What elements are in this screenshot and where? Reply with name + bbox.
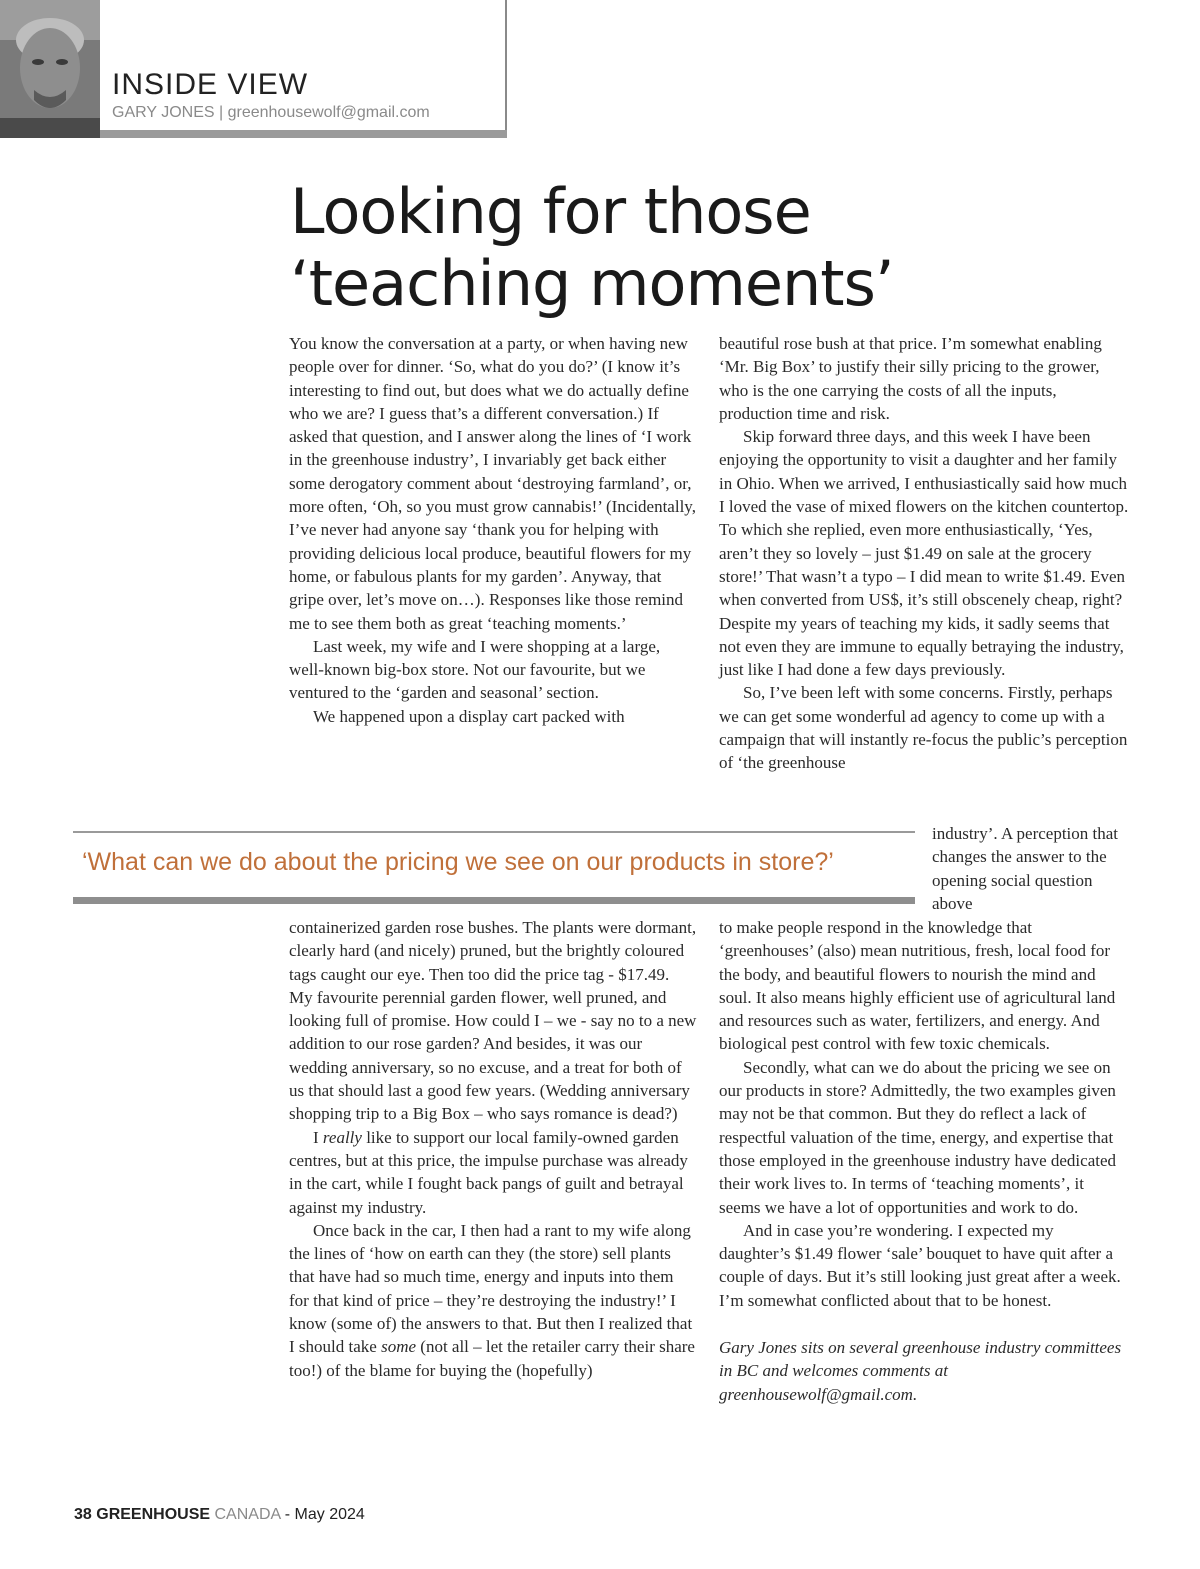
column-2-wrap [932,822,1128,915]
section-title: INSIDE VIEW [112,68,309,101]
paragraph: We happened upon a display cart packed with [313,706,625,726]
article-title [290,176,1150,320]
emphasis: some [381,1337,417,1357]
column-1-lower [289,916,697,1382]
magazine-name: GREENHOUSE [96,1506,211,1523]
paragraph: beautiful rose bush at that price. I’m somewhat enabling ‘Mr. Big Box’ to justify their silly pricing to the grower, who is the one carrying the costs of all the inputs, production time and risk. [719,334,1102,423]
text-run: (not all – let the retailer carry their share too!) of the blame for buying the (hopefully) [289,1337,695,1380]
page-footer [74,1506,365,1524]
pullquote-bottom-rule [73,897,915,904]
paragraph: So, I’ve been left with some concerns. Firstly, perhaps we can get some wonderful ad agency to come up with a campaign that will instantly re-focus the public’s perception of ‘the greenhouse [719,683,1128,773]
author-name: GARY JONES [112,104,215,121]
paragraph: containerized garden rose bushes. The plants were dormant, clearly hard (and nicely) pruned, but the brightly coloured tags caught our eye. Then too did the price tag - $17.49. My favourite perennial garden flower, well pruned, and looking full of promise. How could I – we - say no to a new addition to our rose garden? And besides, it was our wedding anniversary, so no excuse, and a treat for both of us that should last a good few years. (Wedding anniversary shopping trip to a Big Box – who says romance is dead?) [289,918,697,1124]
paragraph: Skip forward three days, and this week I have been enjoying the opportunity to visit a daughter and her family in Ohio. When we arrived, I enthusiastically said how much I loved the vase of mixed flowers on the kitchen countertop. To which she replied, even more enthusiastically, ‘Yes, aren’t they so lovely – just $1.49 on sale at the grocery store!’ That wasn’t a typo – I did mean to write $1.49. Even when converted from US$, it’s still obscenely cheap, right? Despite my years of teaching my kids, it sadly seems that not even they are immune to equally betraying the industry, just like I had done a few days previously. [719,427,1129,680]
paragraph: And in case you’re wondering. I expected my daughter’s $1.49 flower ‘sale’ bouquet to have quit after a couple of days. But it’s still looking just great after a week. I’m somewhat conflicted about that to be honest. [719,1220,1121,1310]
byline-separator: | [214,104,228,121]
title-line-2: ‘teaching moments’ [290,247,894,320]
paragraph: to make people respond in the knowledge that ‘greenhouses’ (also) mean nutritious, fresh, local food for the body, and beautiful flowers to nourish the mind and soul. It also means highly efficient use of agricultural land and resources such as water, fertilizers, and energy. And biological pest control with few toxic chemicals. [719,918,1116,1054]
text-run: I [313,1127,323,1147]
paragraph: industry’. A perception that changes the answer to the opening social question above [932,824,1119,913]
paragraph [289,1126,697,1219]
paragraph: You know the conversation at a party, or when having new people over for dinner. ‘So, what do you do?’ (I know it’s interesting to find out, but does what we do actually define who we are? I guess that’s a different conversation.) If asked that question, and I answer along the lines of ‘I work in the greenhouse industry’, I invariably get back either some derogatory comment about ‘destroying farmland’, or, more often, ‘Oh, so you must grow cannabis!’ (Incidentally, I’ve never had anyone say ‘thank you for helping with providing delicious local produce, beautiful flowers for my home, or fabulous plants for my garden’. Anyway, that gripe over, let’s move on…). Responses like those remind me to see them both as great ‘teaching moments.’ [289,334,696,633]
column-2-lower [719,916,1129,1406]
pullquote: ‘What can we do about the pricing we see on our products in store?’ [82,848,834,876]
paragraph: Secondly, what can we do about the pricing we see on our products in store? Admittedly, the two examples given may not be that common. But they do reflect a lack of respectful valuation of the time, energy, and expertise that those employed in the greenhouse industry have dedicated their work lives to. In terms of ‘teaching moments’, it seems we have a lot of opportunities and work to do. [719,1057,1117,1217]
author-bio: Gary Jones sits on several greenhouse industry committees in BC and welcomes comments at greenhousewolf@gmail.com. [719,1338,1122,1404]
byline [112,104,430,122]
column-1-upper [289,332,697,728]
magazine-country: CANADA [214,1506,281,1523]
issue-date: - May 2024 [284,1506,365,1523]
paragraph: Last week, my wife and I were shopping at a large, well-known big-box store. Not our favourite, but we ventured to the ‘garden and seasonal’ section. [289,636,661,703]
emphasis: really [322,1127,362,1147]
author-photo [0,0,100,138]
author-portrait-image [0,0,100,138]
text-run: like to support our local family-owned garden centres, but at this price, the impulse purchase was already in the cart, while I fought back pangs of guilt and betrayal against my industry. [289,1127,688,1217]
column-2-upper [719,332,1129,775]
paragraph [289,1219,697,1382]
author-email[interactable]: greenhousewolf@gmail.com [227,104,430,121]
page-number: 38 [74,1506,92,1523]
title-line-1: Looking for those [290,175,811,248]
text-run: Once back in the car, I then had a rant to my wife along the lines of ‘how on earth can they (the store) sell plants that have had so much time, energy and inputs into them for that kind of price – they’re destroying the industry!’ I know (some of) the answers to that. But then I realized that I should take [289,1220,693,1357]
pullquote-top-rule [73,831,915,833]
